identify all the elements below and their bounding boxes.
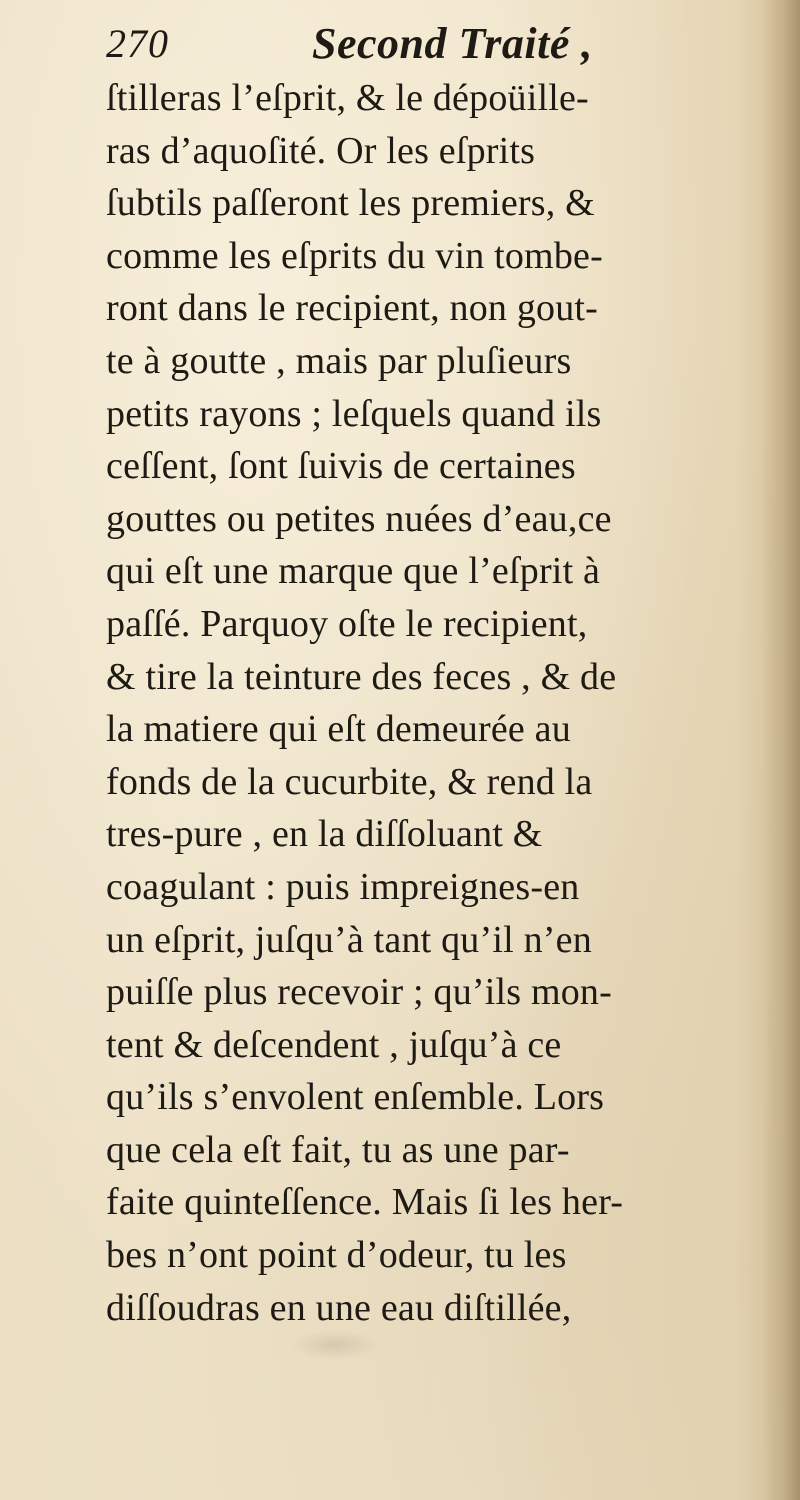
text-line: & tire la teinture des feces , & de (106, 655, 617, 698)
text-line: qui eſt une marque que l’eſprit à (106, 550, 601, 593)
running-title: Second Traité , (312, 19, 593, 68)
text-line: te à goutte , mais par pluſieurs (106, 339, 572, 382)
paper-smudge (290, 1330, 380, 1360)
text-line: tres-pure , en la diſſoluant & (106, 813, 543, 856)
text-line: coagulant : puis impreignes-en (106, 865, 580, 908)
text-line: un eſprit, juſqu’à tant qu’il n’en (106, 918, 592, 961)
body-text (106, 72, 766, 1334)
text-line: que cela eſt fait, tu as une par- (106, 1128, 570, 1171)
text-line: ras d’aquoſité. Or les eſprits (106, 129, 536, 172)
text-line: bes n’ont point d’odeur, tu les (106, 1234, 567, 1277)
text-line: fonds de la cucurbite, & rend la (106, 760, 593, 803)
page-number: 270 (106, 21, 169, 66)
text-line: ront dans le recipient, non gout- (106, 287, 599, 330)
text-line: ſtilleras l’eſprit, & le dépoüille- (106, 77, 589, 119)
text-line: gouttes ou petites nuées d’eau,ce (106, 497, 612, 540)
text-line: petits rayons ; leſquels quand ils (106, 392, 602, 435)
text-line: diſſoudras en une eau diſtillée, (106, 1286, 572, 1329)
text-line: comme les eſprits du vin tombe- (106, 234, 603, 277)
text-line: ceſſent, ſont ſuivis de certaines (106, 445, 576, 488)
text-line: tent & deſcendent , juſqu’à ce (106, 1023, 562, 1066)
text-line: puiſſe plus recevoir ; qu’ils mon- (106, 971, 612, 1014)
running-head (106, 18, 706, 74)
text-line: faite quinteſſence. Mais ſi les her- (106, 1181, 624, 1224)
text-line: qu’ils s’envolent enſemble. Lors (106, 1076, 605, 1119)
page-edge-shadow (762, 0, 800, 1500)
text-line: ſubtils paſſeront les premiers, & (106, 182, 595, 225)
text-line: la matiere qui eſt demeurée au (106, 708, 571, 751)
text-line: paſſé. Parquoy oſte le recipient, (106, 602, 588, 645)
